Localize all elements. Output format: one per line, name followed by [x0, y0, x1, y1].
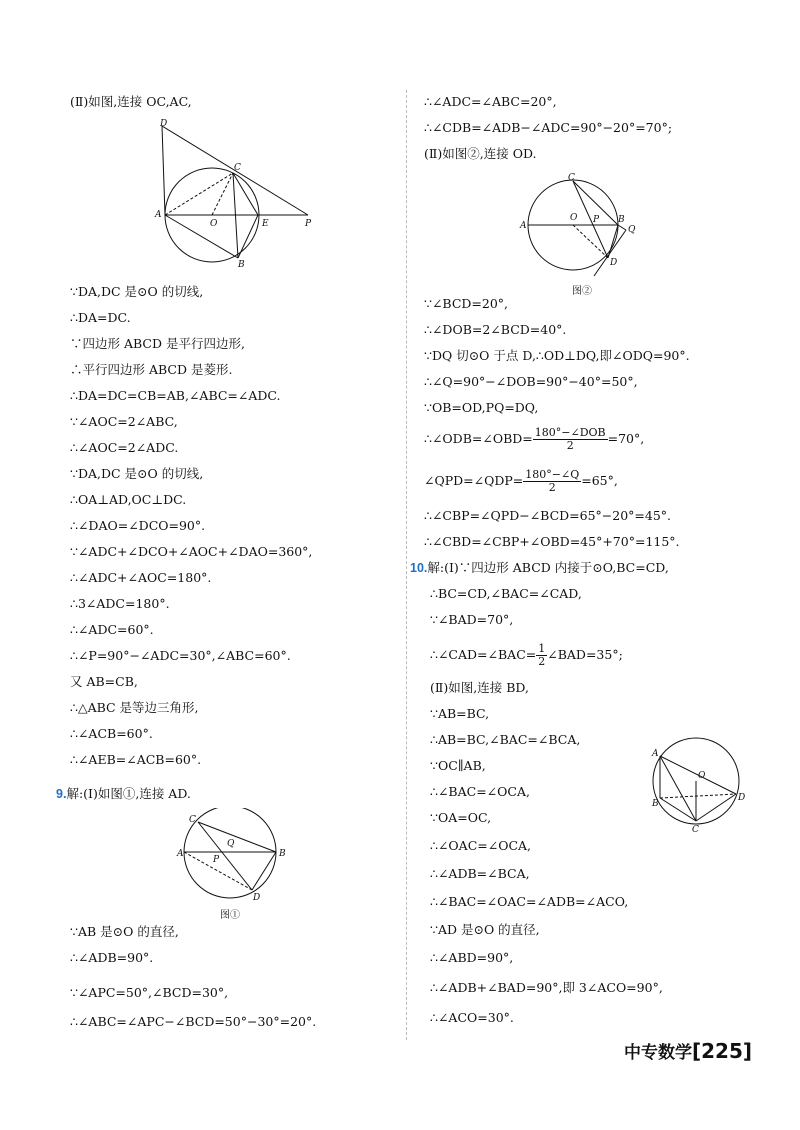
figure-2 [518, 172, 648, 282]
svg-text:C: C [568, 173, 575, 183]
fraction-line-qpd [424, 466, 618, 496]
svg-text:B: B [238, 260, 245, 268]
svg-text:Q: Q [628, 225, 636, 235]
page-number: 225 [701, 1039, 743, 1063]
text: ∠BAD=35°; [547, 647, 623, 662]
solution-line: ∴BC=CD,∠BAC=∠CAD, [430, 586, 582, 601]
column-divider [406, 90, 407, 1040]
text: ∠QPD=∠QDP= [424, 473, 524, 488]
solution-line: ∴∠AOC=2∠ADC. [70, 440, 179, 455]
numerator: 180°−∠Q [525, 468, 580, 481]
solution-line: ∴∠DAO=∠DCO=90°. [70, 518, 206, 533]
fraction [523, 469, 581, 494]
svg-text:D: D [160, 119, 168, 129]
text: ∴∠CAD=∠BAC= [430, 647, 537, 662]
solution-line: ∴∠CBP=∠QPD−∠BCD=65°−20°=45°. [424, 508, 672, 523]
page-footer [624, 1038, 752, 1063]
question-number: 10. [410, 561, 428, 575]
figure-q10 [648, 736, 748, 836]
text: =65°, [581, 473, 618, 488]
solution-line: ∴DA=DC=CB=AB,∠ABC=∠ADC. [70, 388, 281, 403]
book-title: 中专数学 [623, 1043, 692, 1063]
solution-line: ∴∠OAC=∠OCA, [430, 838, 532, 853]
solution-line: (Ⅱ)如图②,连接 OD. [424, 146, 537, 161]
svg-text:A: A [652, 749, 659, 759]
solution-line: ∵DA,DC 是⊙O 的切线, [70, 284, 204, 299]
numerator: 1 [538, 642, 546, 655]
svg-text:O: O [570, 213, 578, 223]
solution-line: ∵OA=OC, [430, 810, 492, 825]
svg-text:A: A [155, 210, 162, 220]
solution-line: ∵DA,DC 是⊙O 的切线, [70, 466, 204, 481]
solution-line: (Ⅱ)如图,连接 BD, [430, 680, 529, 695]
text: =70°, [607, 431, 645, 446]
denominator: 2 [566, 439, 574, 452]
text: ∴∠ODB=∠OBD= [424, 431, 533, 446]
svg-text:O: O [210, 219, 218, 229]
page-number-bracket-open: [ [691, 1039, 702, 1063]
figure-tangent-circle [150, 118, 330, 268]
solution-line: ∴△ABC 是等边三角形, [70, 700, 199, 715]
solution-line: ∴∠ABD=90°, [430, 950, 514, 965]
solution-line: ∴∠ACB=60°. [70, 726, 153, 741]
svg-text:B: B [279, 849, 286, 859]
svg-text:A: A [177, 849, 184, 859]
fraction [533, 427, 608, 452]
solution-line: ∴∠ADB+∠BAD=90°,即 3∠ACO=90°, [430, 980, 663, 995]
solution-line: ∴平行四边形 ABCD 是菱形. [70, 362, 233, 377]
question-10 [410, 560, 669, 576]
solution-line: ∵∠AOC=2∠ABC, [70, 414, 178, 429]
solution-line: ∴OA⊥AD,OC⊥DC. [70, 492, 187, 507]
solution-line: ∴AB=BC,∠BAC=∠BCA, [430, 732, 581, 747]
solution-line: ∴∠ADC=∠ABC=20°, [424, 94, 557, 109]
solution-line: ∴∠DOB=2∠BCD=40°. [424, 322, 567, 337]
fraction-line-cad [430, 640, 623, 670]
solution-line: ∴∠AEB=∠ACB=60°. [70, 752, 202, 767]
solution-line: ∴∠ACO=30°. [430, 1010, 514, 1025]
solution-line: ∴∠BAC=∠OCA, [430, 784, 530, 799]
svg-text:C: C [692, 825, 699, 835]
solution-line: ∴∠BAC=∠OAC=∠ADB=∠ACO, [430, 894, 629, 909]
denominator: 2 [548, 481, 556, 494]
svg-text:C: C [189, 815, 196, 825]
question-text: 解:(Ⅰ)如图①,连接 AD. [66, 786, 191, 801]
solution-line: ∴∠ABC=∠APC−∠BCD=50°−30°=20°. [70, 1014, 317, 1029]
solution-line: ∵AD 是⊙O 的直径, [430, 922, 540, 937]
solution-line: ∴∠CDB=∠ADB−∠ADC=90°−20°=70°; [424, 120, 673, 135]
svg-text:D: D [610, 258, 618, 268]
svg-text:B: B [652, 799, 659, 809]
svg-text:P: P [213, 855, 220, 865]
solution-line: 又 AB=CB, [70, 674, 138, 689]
figure-1 [175, 808, 295, 908]
svg-text:B: B [618, 215, 625, 225]
svg-text:E: E [262, 219, 269, 229]
svg-text:D: D [253, 893, 261, 903]
question-9 [56, 786, 191, 802]
figure-2-caption: 图② [572, 286, 592, 297]
fraction [536, 643, 547, 668]
solution-line: ∵∠BCD=20°, [424, 296, 509, 311]
solution-line: ∵AB=BC, [430, 706, 490, 721]
solution-line: ∵DQ 切⊙O 于点 D,∴OD⊥DQ,即∠ODQ=90°. [424, 348, 690, 363]
solution-line: (Ⅱ)如图,连接 OC,AC, [70, 94, 192, 109]
svg-text:Q: Q [227, 839, 235, 849]
svg-text:P: P [593, 215, 600, 225]
svg-text:D: D [738, 793, 746, 803]
question-number: 9. [56, 787, 67, 801]
fraction-line-odb [424, 424, 644, 454]
figure-1-caption: 图① [220, 910, 240, 921]
numerator: 180°−∠DOB [534, 426, 606, 439]
solution-line: ∵四边形 ABCD 是平行四边形, [70, 336, 245, 351]
svg-text:A: A [520, 221, 527, 231]
solution-line: ∴∠ADB=∠BCA, [430, 866, 530, 881]
solution-line: ∴∠ADB=90°. [70, 950, 154, 965]
solution-line: ∴∠ADC+∠AOC=180°. [70, 570, 212, 585]
svg-text:P: P [305, 219, 312, 229]
solution-line: ∵OB=OD,PQ=DQ, [424, 400, 539, 415]
svg-text:O: O [698, 771, 706, 781]
question-text: 解:(Ⅰ)∵四边形 ABCD 内接于⊙O,BC=CD, [427, 560, 669, 575]
page-number-bracket-close: ] [742, 1039, 752, 1063]
solution-line: ∵∠APC=50°,∠BCD=30°, [70, 985, 229, 1000]
solution-line: ∴∠P=90°−∠ADC=30°,∠ABC=60°. [70, 648, 291, 663]
solution-line: ∴∠Q=90°−∠DOB=90°−40°=50°, [424, 374, 638, 389]
solution-line: ∵∠BAD=70°, [430, 612, 514, 627]
solution-line: ∴DA=DC. [70, 310, 131, 325]
solution-line: ∵∠ADC+∠DCO+∠AOC+∠DAO=360°, [70, 544, 313, 559]
solution-line: ∴∠ADC=60°. [70, 622, 154, 637]
solution-line: ∴3∠ADC=180°. [70, 596, 170, 611]
solution-line: ∵OC∥AB, [430, 758, 486, 773]
svg-text:C: C [234, 163, 241, 173]
solution-line: ∴∠CBD=∠CBP+∠OBD=45°+70°=115°. [424, 534, 680, 549]
solution-line: ∵AB 是⊙O 的直径, [70, 924, 179, 939]
denominator: 2 [538, 655, 546, 668]
